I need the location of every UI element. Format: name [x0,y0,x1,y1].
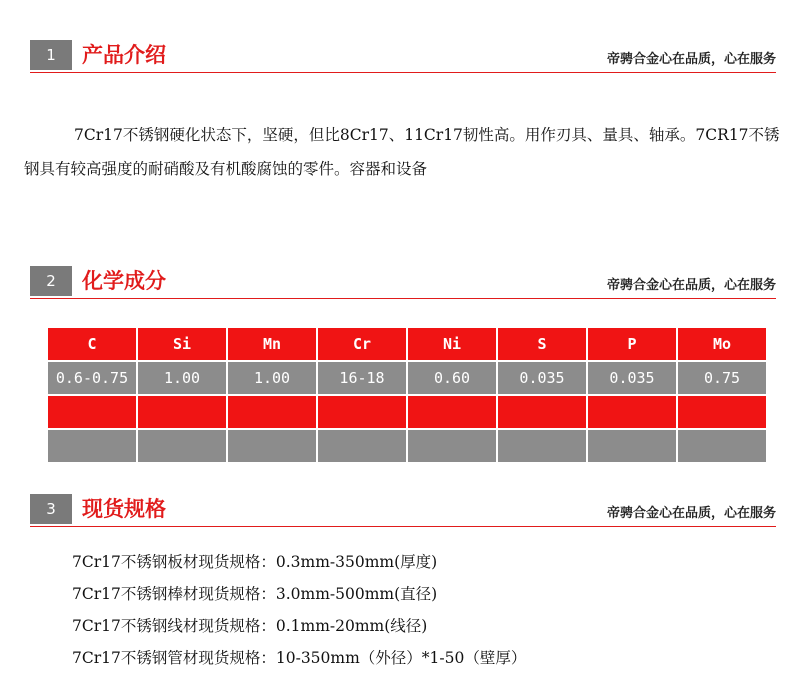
section-divider [30,298,776,299]
table-row [48,396,766,428]
table-header-cell: Ni [408,328,496,360]
composition-table [46,326,768,464]
list-item: 7Cr17不锈钢板材现货规格：0.3mm-350mm(厚度) [72,553,438,571]
section-divider [30,526,776,527]
table-cell [498,430,586,462]
section-number: 3 [30,494,72,524]
slogan: 帝骋合金心在品质，心在服务 [606,506,776,521]
table-cell [138,396,226,428]
table-header-cell: S [498,328,586,360]
section-header-intro [30,40,776,74]
list-item: 7Cr17不锈钢线材现货规格：0.1mm-20mm(线径) [72,617,428,635]
table-cell: 1.00 [228,362,316,394]
table-cell [588,430,676,462]
table-cell [678,396,766,428]
slogan: 帝骋合金心在品质，心在服务 [606,278,776,293]
table-cell [678,430,766,462]
list-item: 7Cr17不锈钢管材现货规格：10-350mm（外径）*1-50（壁厚） [72,649,527,667]
table-cell [48,396,136,428]
table-cell: 1.00 [138,362,226,394]
list-item: 7Cr17不锈钢棒材现货规格：3.0mm-500mm(直径) [72,585,438,603]
table-cell [588,396,676,428]
table-header-row [48,328,766,360]
table-header-cell: Mn [228,328,316,360]
table-cell: 0.035 [498,362,586,394]
intro-paragraph: 7Cr17不锈钢硬化状态下，坚硬，但比8Cr17、11Cr17韧性高。用作刃具、量具、轴承。7CR17不锈钢具有较高强度的耐硝酸及有机酸腐蚀的零件。容器和设备 [24,126,780,178]
table-cell [48,430,136,462]
table-row [48,362,766,394]
table-header-cell: Si [138,328,226,360]
section-title: 化学成分 [82,269,166,293]
table-cell [228,396,316,428]
table-cell: 16-18 [318,362,406,394]
table-cell: 0.6-0.75 [48,362,136,394]
section-divider [30,72,776,73]
table-cell: 0.75 [678,362,766,394]
table-cell [408,430,496,462]
section-header-stock-specs [30,494,776,528]
table-cell: 0.60 [408,362,496,394]
table-cell [498,396,586,428]
section-title: 现货规格 [82,497,166,521]
spec-list [72,546,526,674]
table-cell [228,430,316,462]
table-header-cell: Cr [318,328,406,360]
table-cell: 0.035 [588,362,676,394]
table-cell [318,396,406,428]
table-header-cell: Mo [678,328,766,360]
slogan: 帝骋合金心在品质，心在服务 [606,52,776,67]
table-row [48,430,766,462]
table-cell [138,430,226,462]
table-header-cell: C [48,328,136,360]
table-header-cell: P [588,328,676,360]
section-header-composition [30,266,776,300]
section-title: 产品介绍 [82,43,166,67]
section-number: 1 [30,40,72,70]
section-number: 2 [30,266,72,296]
table-cell [318,430,406,462]
table-cell [408,396,496,428]
